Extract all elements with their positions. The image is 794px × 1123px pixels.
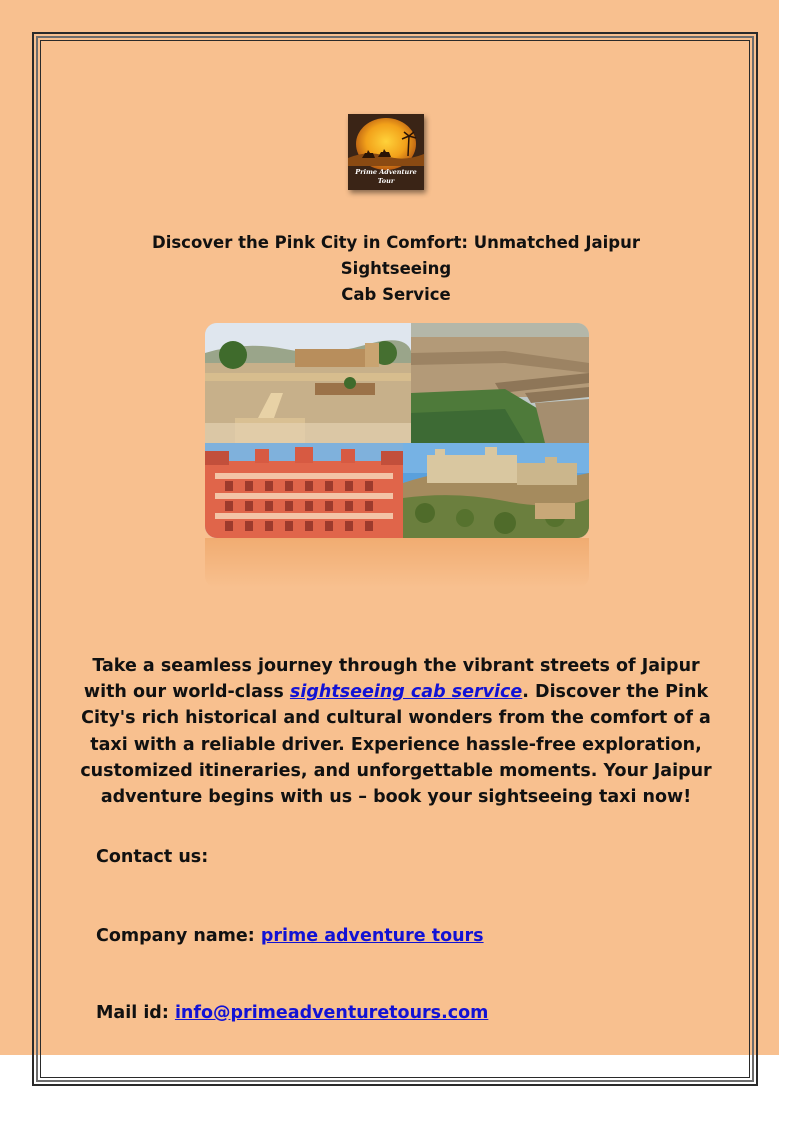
mail-id-label: Mail id: — [96, 1003, 175, 1023]
hawa-mahal-photo — [205, 443, 403, 538]
jaipur-photo-collage — [205, 323, 589, 538]
description-intro: Take a seamless journey through the vibrant streets of Jaipur with our world-class — [83, 656, 700, 703]
collage-reflection — [205, 538, 589, 588]
stepwell-photo — [411, 323, 589, 443]
description-rest: . Discover the Pink City's rich historical and cultural wonders from the comfort of a taxi with a reliable driver. Experience hassle-free exploration, customized itineraries, and unforgettable moments. Your Jaipur adventure begins with us – book your sightseeing taxi now! — [80, 682, 712, 808]
company-name-link[interactable]: prime adventure tours — [260, 926, 484, 946]
company-name-row — [96, 926, 484, 946]
title-line-2: Cab Service — [341, 285, 451, 304]
contact-heading: Contact us: — [96, 847, 209, 867]
title-line-1: Discover the Pink City in Comfort: Unmatched Jaipur Sightseeing — [152, 233, 640, 278]
company-name-label: Company name: — [96, 926, 261, 946]
mail-id-link[interactable]: info@primeadventuretours.com — [174, 1003, 489, 1023]
description-paragraph — [80, 653, 712, 810]
mail-id-row — [96, 1003, 488, 1023]
page-title — [96, 230, 696, 308]
logo-text-line2: Tour — [377, 177, 395, 185]
sightseeing-cab-service-link[interactable]: sightseeing cab service — [289, 682, 523, 703]
company-logo — [348, 114, 424, 190]
amber-fort-photo — [403, 443, 589, 538]
jantar-mantar-photo — [205, 323, 411, 443]
logo-text-line1: Prime Adventure — [355, 168, 417, 176]
